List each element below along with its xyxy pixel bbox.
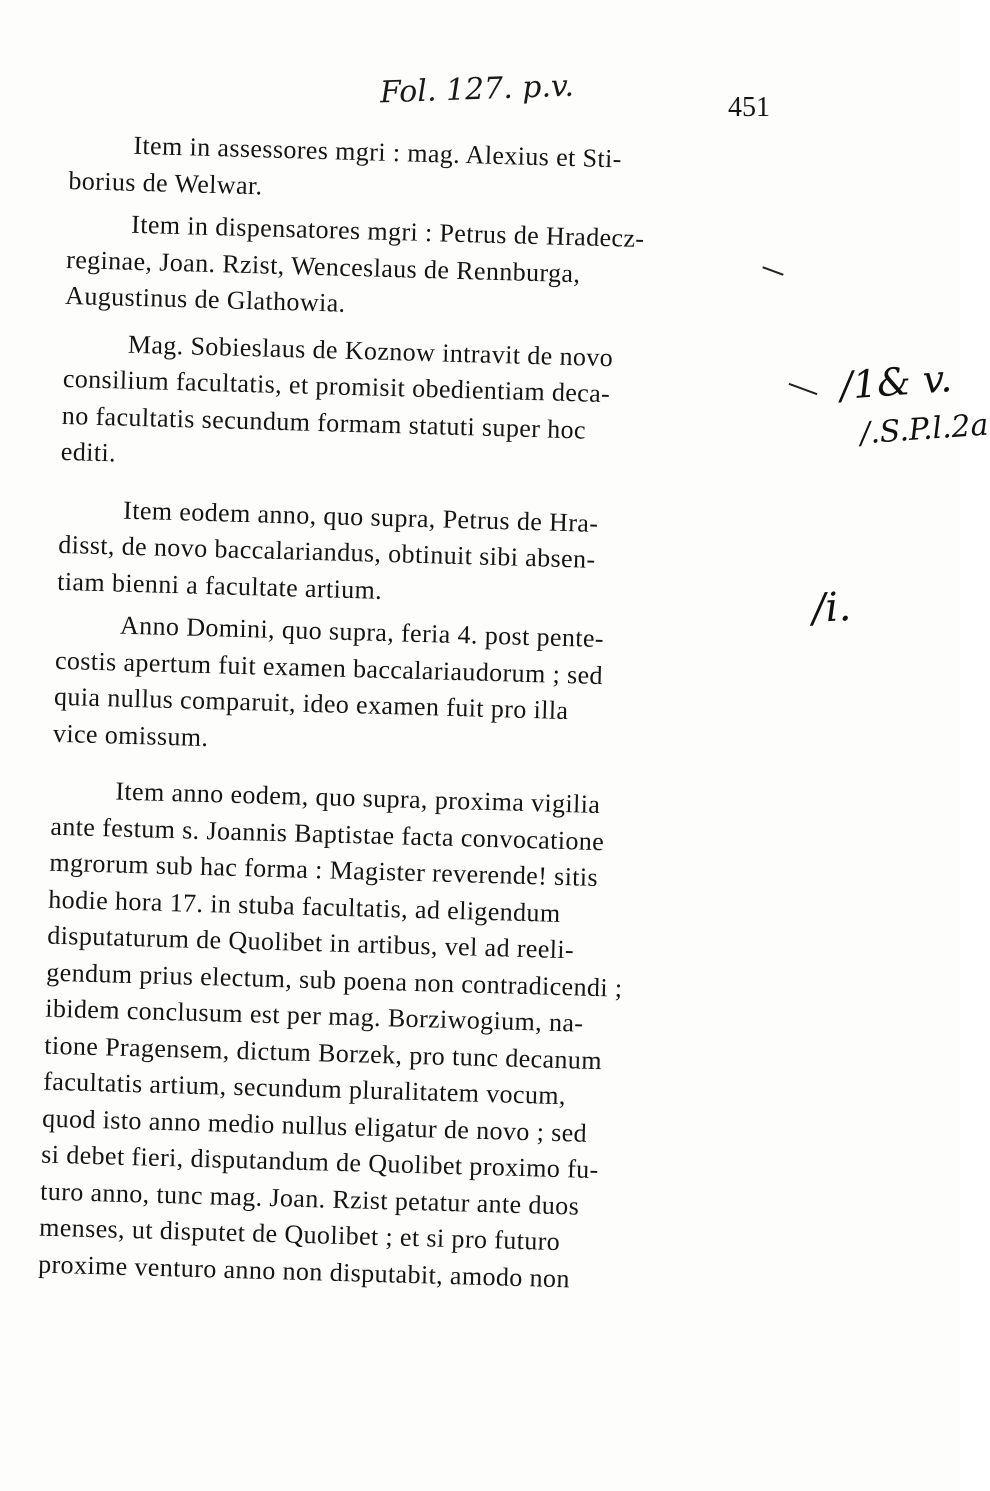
text-line: Item anno eodem, quo supra, proxima vigilia <box>115 776 601 820</box>
text-line: ibidem conclusum est per mag. Borziwogium, na- <box>44 993 584 1038</box>
text-line: quod isto anno medio nullus eligatur de novo ; sed <box>41 1103 588 1148</box>
text-line: costis apertum fuit examen baccalariaudorum ; sed <box>54 645 604 690</box>
text-line: vice omissum. <box>52 718 209 752</box>
text-line: Anno Domini, quo supra, feria 4. post pente- <box>119 610 605 654</box>
text-line: gendum prius electum, sub poena non contradicendi ; <box>45 957 623 1003</box>
body-text <box>38 126 770 1302</box>
text-line: si debet fieri, disputandum de Quolibet proximo fu- <box>40 1139 600 1185</box>
paragraph <box>65 205 768 334</box>
page-number: 451 <box>728 92 770 123</box>
paragraph <box>60 324 764 489</box>
text-line: no facultatis secundum formam statuti super hoc <box>61 400 587 445</box>
text-line: hodie hora 17. in stuba facultatis, ad eligendum <box>48 884 561 928</box>
text-line: disst, de novo baccalariandus, obtinuit sibi absen- <box>57 529 596 574</box>
text-line: facultatis artium, secundum pluralitatem vocum, <box>42 1066 567 1111</box>
text-line: Mag. Sobieslaus de Koznow intravit de novo <box>127 329 614 372</box>
handwritten-margin-note: /.S.P.l.2a <box>858 407 990 452</box>
text-line: Augustinus de Glathowia. <box>64 280 346 318</box>
text-line: turo anno, tunc mag. Joan. Rzist petatur ante duos <box>39 1176 580 1221</box>
text-line: disputaturum de Quolibet in artibus, vel ad reeli- <box>46 920 575 965</box>
text-line: proxime venturo anno non disputabit, amodo non <box>37 1249 571 1293</box>
text-line: borius de Welwar. <box>68 165 263 200</box>
text-line: mgrorum sub hac forma : Magister reverende! sitis <box>49 847 599 893</box>
text-line: Item in dispensatores mgri : Petrus de Hradecz- <box>130 209 645 254</box>
text-line: reginae, Joan. Rzist, Wenceslaus de Rennburga, <box>65 244 581 288</box>
paragraph <box>57 490 760 619</box>
paragraph <box>53 606 757 771</box>
paragraph <box>38 772 752 1302</box>
text-line: consilium facultatis, et promisit obedientiam deca- <box>62 363 611 409</box>
text-line: editi. <box>60 436 117 468</box>
text-line: tione Pragensem, dictum Borzek, pro tunc decanum <box>43 1030 603 1075</box>
text-line: Item in assessores mgri : mag. Alexius et Sti- <box>133 130 623 174</box>
text-line: Item eodem anno, quo supra, Petrus de Hra- <box>122 495 599 538</box>
text-line: quia nullus comparuit, ideo examen fuit pro illa <box>53 681 569 726</box>
handwritten-margin-note: /i. <box>810 584 853 632</box>
margin-dash-mark <box>789 383 818 395</box>
text-line: ante festum s. Joannis Baptistae facta convocatione <box>50 811 605 856</box>
text-line: tiam bienni a facultate artium. <box>56 566 383 605</box>
handwritten-folio-note: Fol. 127. p.v. <box>379 68 575 111</box>
handwritten-margin-note: /1& v. <box>838 356 954 408</box>
text-line: menses, ut disputet de Quolibet ; et si pro futuro <box>38 1212 561 1257</box>
paragraph <box>68 126 770 219</box>
